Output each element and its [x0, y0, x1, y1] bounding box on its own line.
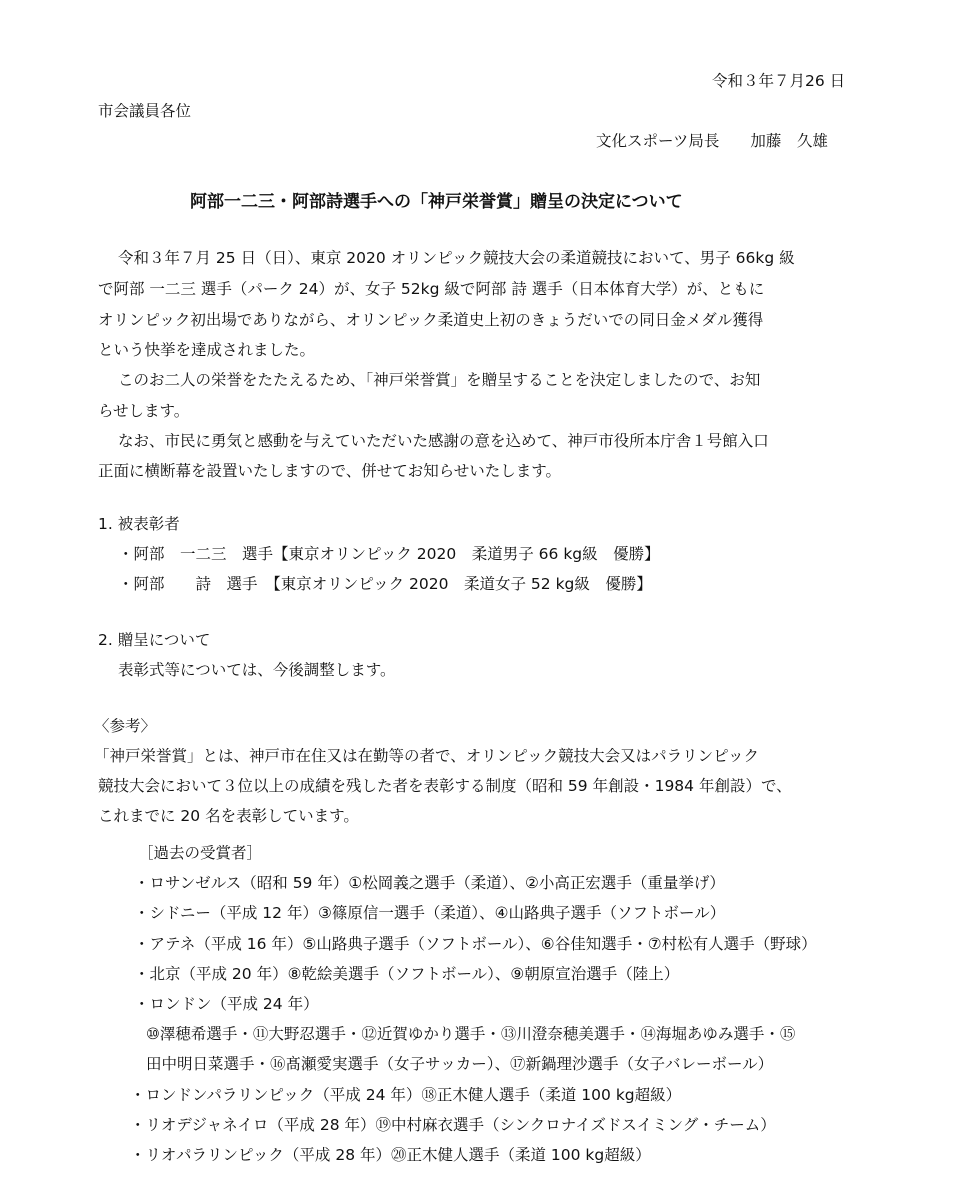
- section-heading-awardees: 1. 被表彰者: [98, 515, 180, 533]
- reference-line: これまでに 20 名を表彰しています。: [98, 807, 359, 825]
- section-heading-presentation: 2. 贈呈について: [98, 631, 211, 649]
- past-recipient-item: ⑩澤穂希選手・⑪大野忍選手・⑫近賀ゆかり選手・⑬川澄奈穂美選手・⑭海堀あゆみ選手・⑮: [146, 1025, 796, 1043]
- reference-line: 「神戸栄誉賞」とは、神戸市在住又は在勤等の者で、オリンピック競技大会又はパラリンピック: [94, 747, 759, 765]
- document-date: 令和３年７月26 日: [712, 72, 846, 90]
- past-recipient-item: ・リオデジャネイロ（平成 28 年）⑲中村麻衣選手（シンクロナイズドスイミング・チーム）: [130, 1116, 776, 1134]
- past-recipients-heading: ［過去の受賞者］: [138, 844, 263, 862]
- past-recipient-item: ・ロンドンパラリンピック（平成 24 年）⑱正木健人選手（柔道 100 kg超級）: [130, 1086, 682, 1104]
- body-line: で阿部 一二三 選手（パーク 24）が、女子 52kg 級で阿部 詩 選手（日本体育大学）が、ともに: [98, 280, 765, 298]
- body-line: 令和３年７月 25 日（日）、東京 2020 オリンピック競技大会の柔道競技において、男子 66kg 級: [118, 249, 795, 267]
- body-line: 正面に横断幕を設置いたしますので、併せてお知らせいたします。: [98, 462, 561, 480]
- reference-line: 競技大会において３位以上の成績を残した者を表彰する制度（昭和 59 年創設・1984 年創設）で、: [98, 777, 792, 795]
- body-line: という快挙を達成されました。: [98, 341, 316, 359]
- past-recipient-item: ・ロンドン（平成 24 年）: [134, 995, 319, 1013]
- body-line: オリンピック初出場でありながら、オリンピック柔道史上初のきょうだいでの同日金メダル獲得: [98, 311, 764, 329]
- document-title: 阿部一二三・阿部詩選手への「神戸栄誉賞」贈呈の決定について: [190, 192, 683, 212]
- past-recipient-item: 田中明日菜選手・⑯髙瀬愛実選手（女子サッカー）、⑰新鍋理沙選手（女子バレーボール）: [146, 1055, 774, 1073]
- past-recipient-item: ・アテネ（平成 16 年）⑤山路典子選手（ソフトボール）、⑥谷佳知選手・⑦村松有人選手（野球）: [134, 935, 817, 953]
- awardee-item: ・阿部 一二三 選手【東京オリンピック 2020 柔道男子 66 kg級 優勝】: [118, 545, 660, 563]
- past-recipient-item: ・北京（平成 20 年）⑧乾絵美選手（ソフトボール）、⑨朝原宣治選手（陸上）: [134, 965, 680, 983]
- past-recipient-item: ・シドニー（平成 12 年）③篠原信一選手（柔道）、④山路典子選手（ソフトボール）: [134, 904, 726, 922]
- body-line: このお二人の栄誉をたたえるため、「神戸栄誉賞」を贈呈することを決定しましたので、お知: [118, 371, 761, 389]
- sender-line: 文化スポーツ局長 加藤 久雄: [596, 132, 828, 150]
- past-recipient-item: ・ロサンゼルス（昭和 59 年）①松岡義之選手（柔道）、②小高正宏選手（重量挙げ）: [134, 874, 725, 892]
- presentation-text: 表彰式等については、今後調整します。: [118, 661, 396, 679]
- body-line: らせします。: [98, 402, 190, 420]
- reference-heading: 〈参考〉: [94, 717, 157, 735]
- awardee-item: ・阿部 詩 選手 【東京オリンピック 2020 柔道女子 52 kg級 優勝】: [118, 575, 652, 593]
- recipient-line: 市会議員各位: [98, 102, 192, 120]
- past-recipient-item: ・リオパラリンピック（平成 28 年）⑳正木健人選手（柔道 100 kg超級）: [130, 1146, 651, 1164]
- body-line: なお、市民に勇気と感動を与えていただいた感謝の意を込めて、神戸市役所本庁舎１号館入口: [118, 432, 769, 450]
